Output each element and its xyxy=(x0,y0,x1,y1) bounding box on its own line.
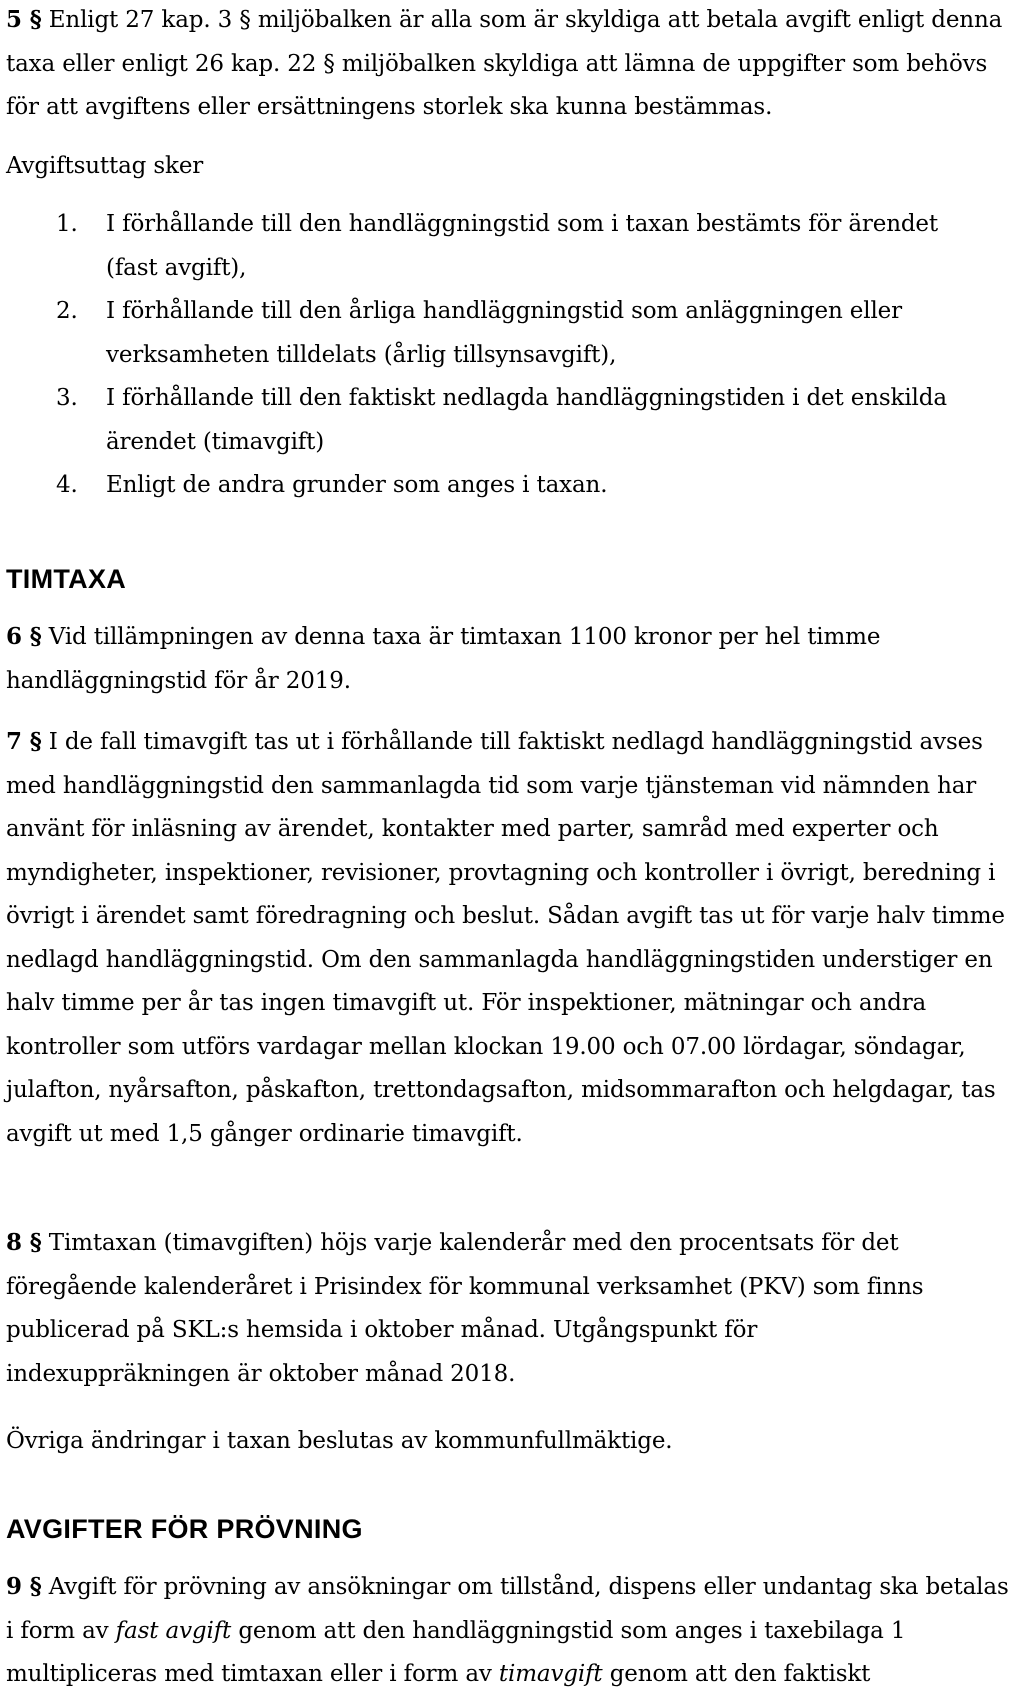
emphasis-timavgift: timavgift xyxy=(498,1661,603,1687)
paragraph-6 xyxy=(6,615,966,703)
list-marker: 3. xyxy=(56,385,78,411)
avgiftsuttag-list xyxy=(6,203,966,508)
heading-timtaxa: TIMTAXA xyxy=(6,564,127,594)
list-marker: 1. xyxy=(56,211,78,237)
list-item xyxy=(6,377,966,464)
paragraph-7 xyxy=(6,720,1018,1156)
paragraph-number: 7 § xyxy=(6,728,42,755)
list-marker: 2. xyxy=(56,298,78,324)
list-item-text: I förhållande till den faktiskt nedlagda handläggningstiden i det enskilda ärendet (timavgift) xyxy=(106,385,947,455)
list-item xyxy=(6,203,966,290)
ovriga-andringar: Övriga ändringar i taxan beslutas av kommunfullmäktige. xyxy=(6,1428,673,1454)
list-marker: 4. xyxy=(56,472,78,498)
paragraph-text: Vid tillämpningen av denna taxa är timtaxan 1100 kronor per hel timme handläggningstid för år 2019. xyxy=(6,624,881,694)
paragraph-text: I de fall timavgift tas ut i förhållande till faktiskt nedlagd handläggningstid avses med handläggningstid den sammanlagda tid som varje tjänsteman vid nämnden har använt för inläsning av ärendet, kontakter med parter, samråd med experter och myndigheter, inspektioner, revisioner, provtagning och kontroller i övrigt, beredning i övrigt i ärendet samt föredragning och beslut. Sådan avgift tas ut för varje halv timme nedlagd handläggningstid. Om den sammanlagda handläggningstiden understiger en halv timme per år tas ingen timavgift ut. För inspektioner, mätningar och andra kontroller som utförs vardagar mellan klockan 19.00 och 07.00 lördagar, söndagar, julafton, nyårsafton, påskafton, trettondagsafton, midsommarafton och helgdagar, tas avgift ut med 1,5 gånger ordinarie timavgift. xyxy=(6,729,1005,1147)
list-item-text: Enligt de andra grunder som anges i taxan. xyxy=(106,472,608,498)
paragraph-text: Enligt 27 kap. 3 § miljöbalken är alla som är skyldiga att betala avgift enligt denna taxa eller enligt 26 kap. 22 § miljöbalken skyldiga att lämna de uppgifter som behövs för att avgiftens eller ersättningens storlek ska kunna bestämmas. xyxy=(6,7,1003,120)
paragraph-number: 8 § xyxy=(6,1229,42,1256)
emphasis-fast-avgift: fast avgift xyxy=(115,1617,232,1644)
avgiftsuttag-intro: Avgiftsuttag sker xyxy=(6,153,204,179)
paragraph-5 xyxy=(6,0,1016,130)
paragraph-number: 5 § xyxy=(6,6,42,33)
list-item-text: I förhållande till den handläggningstid som i taxan bestämts för ärendet (fast avgift), xyxy=(106,211,938,281)
paragraph-number: 9 § xyxy=(6,1573,42,1600)
list-item xyxy=(6,290,966,377)
paragraph-text: genom att den handläggningstid som anges i taxebilaga 1 multipliceras med timtaxan eller i form av xyxy=(6,1617,906,1687)
paragraph-text: genom att den faktiskt xyxy=(609,1661,871,1687)
heading-avgifter-for-provning: AVGIFTER FÖR PRÖVNING xyxy=(6,1514,363,1544)
paragraph-number: 6 § xyxy=(6,623,42,650)
paragraph-9 xyxy=(6,1565,1018,1697)
paragraph-8 xyxy=(6,1221,966,1396)
paragraph-text: Avgift för prövning av ansökningar om tillstånd, dispens eller undantag ska betalas i form av xyxy=(6,1574,1009,1644)
list-item-text: I förhållande till den årliga handläggningstid som anläggningen eller verksamheten tilldelats (årlig tillsynsavgift), xyxy=(106,298,902,368)
list-item xyxy=(6,464,966,508)
paragraph-text: Timtaxan (timavgiften) höjs varje kalenderår med den procentsats för det föregående kalenderåret i Prisindex för kommunal verksamhet (PKV) som finns publicerad på SKL:s hemsida i oktober månad. Utgångspunkt för indexuppräkningen är oktober månad 2018. xyxy=(6,1230,924,1387)
